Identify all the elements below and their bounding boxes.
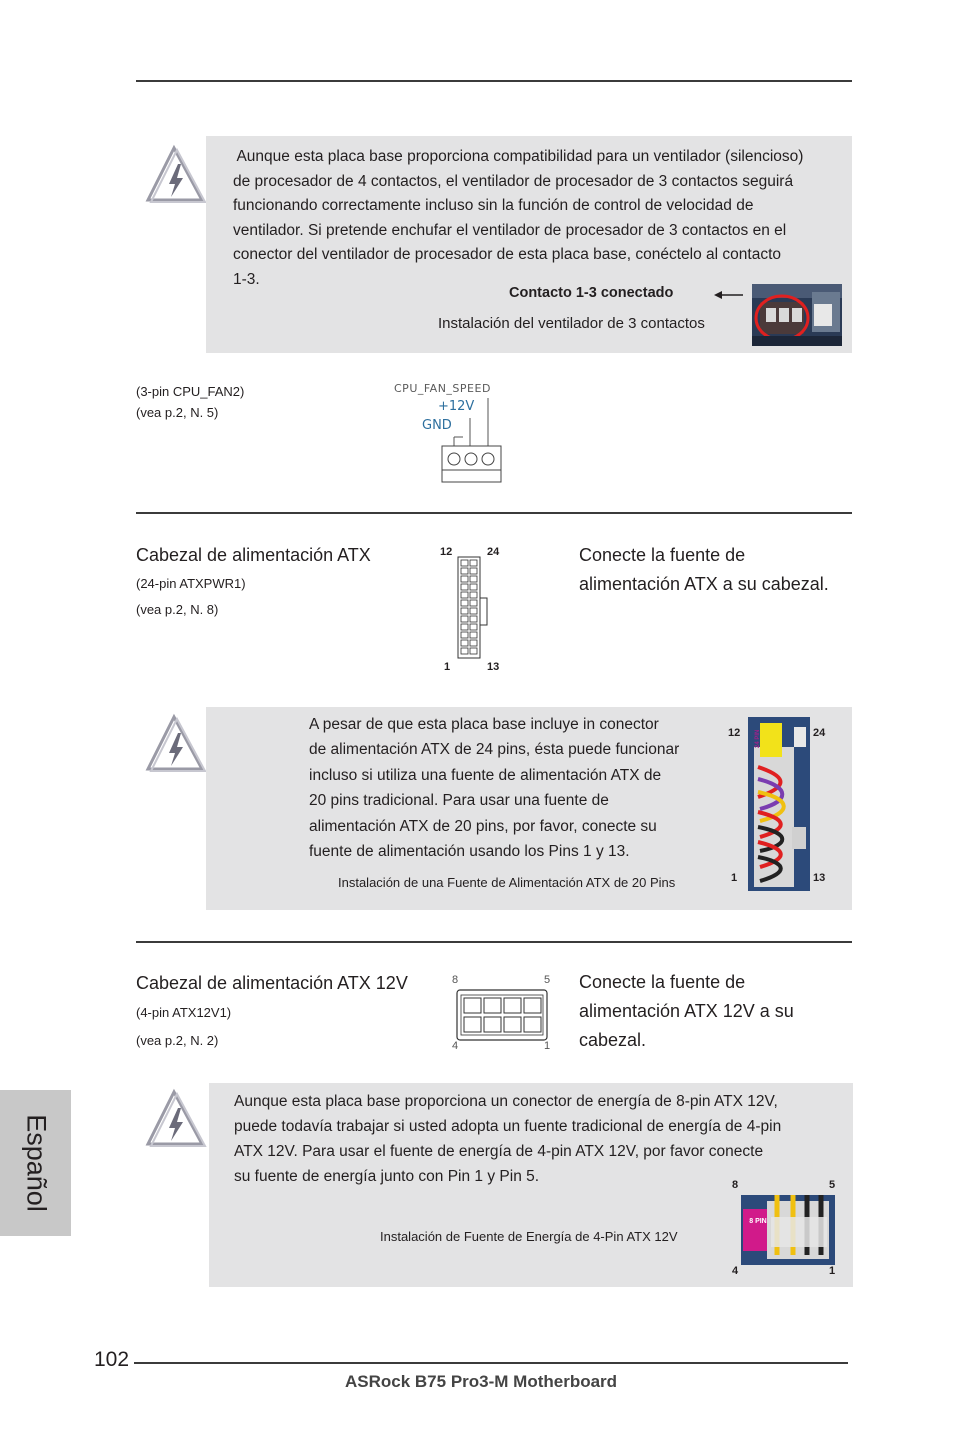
pin-5-label: 5 bbox=[544, 974, 551, 986]
cpu-fan2-pin-label: (3-pin CPU_FAN2) bbox=[136, 384, 245, 399]
atx12v-title: Cabezal de alimentación ATX 12V bbox=[136, 973, 408, 993]
atx-note-line: de alimentación ATX de 24 pins, ésta puede funcionar bbox=[309, 741, 680, 759]
atx24-pin bbox=[470, 624, 477, 630]
language-tab bbox=[0, 1090, 71, 1236]
atx12v-pin-diagram bbox=[447, 973, 557, 1055]
fan-note-line: de procesador de 4 contactos, el ventilador de procesador de 3 contactos seguirá bbox=[233, 172, 794, 190]
atx12v-note-line: Aunque esta placa base proporciona un conector de energía de 8-pin ATX 12V, bbox=[234, 1093, 778, 1110]
atx-desc-line: alimentación ATX a su cabezal. bbox=[579, 574, 829, 594]
atx12v-connector-graphic bbox=[447, 973, 557, 1055]
fan-note-line: Aunque esta placa base proporciona compatibilidad para un ventilador (silencioso) bbox=[233, 148, 804, 165]
atx-title: Cabezal de alimentación ATX bbox=[136, 545, 371, 565]
atx24-pin bbox=[461, 592, 468, 598]
section-rule bbox=[136, 512, 852, 514]
page-number: 102 bbox=[94, 1348, 130, 1371]
atx12v-desc-line: Conecte la fuente de bbox=[579, 972, 746, 992]
atx-pin-diagram bbox=[436, 543, 512, 676]
pin-1-label: 1 bbox=[444, 661, 451, 673]
atx-note-line: fuente de alimentación usando los Pins 1 y 13. bbox=[309, 843, 630, 861]
atx24-pin bbox=[461, 600, 468, 606]
warning-icon bbox=[144, 713, 208, 775]
atx-note-line: incluso si utiliza una fuente de alimentación ATX de bbox=[309, 766, 662, 784]
pin-8-label: 8 bbox=[452, 974, 459, 986]
fan-connector-photo bbox=[752, 284, 842, 346]
atx24-pin bbox=[461, 608, 468, 614]
photo-pin-5-label: 5 bbox=[829, 1179, 836, 1191]
atx12v-note-text bbox=[234, 1089, 846, 1189]
atx24-pin bbox=[470, 632, 477, 638]
atx-photo-label: 24 PIN bbox=[755, 729, 761, 748]
warning-icon bbox=[144, 144, 208, 206]
fan-caption: Instalación del ventilador de 3 contactos bbox=[438, 315, 705, 332]
atx-ref: (vea p.2, N. 8) bbox=[136, 602, 219, 617]
fan-gnd-label: GND bbox=[422, 418, 452, 433]
fan-note-line: ventilador. Si pretende enchufar el ventilador de procesador de 3 contactos en el bbox=[233, 221, 787, 239]
fan-note-line: conector del ventilador de procesador de esta placa base, conéctelo al contacto bbox=[233, 246, 782, 264]
atx12v-photo-label: 8 PIN bbox=[749, 1218, 767, 1225]
atx12v-pin-label: (4-pin ATX12V1) bbox=[136, 1005, 232, 1020]
atx12v-photo bbox=[741, 1195, 835, 1265]
atx12v-note-caption: Instalación de Fuente de Energía de 4-Pin ATX 12V bbox=[380, 1229, 678, 1244]
fan-callout: Contacto 1-3 conectado bbox=[509, 285, 674, 301]
atx-note-caption: Instalación de una Fuente de Alimentación ATX de 20 Pins bbox=[338, 875, 676, 890]
atx-note-line: alimentación ATX de 20 pins, por favor, conecte su bbox=[309, 817, 657, 835]
atx24-pin bbox=[470, 608, 477, 614]
atx24-pin bbox=[461, 560, 468, 566]
fan-header-graphic bbox=[392, 380, 504, 484]
atx-pin-label: (24-pin ATXPWR1) bbox=[136, 576, 246, 591]
pin-1-label: 1 bbox=[544, 1040, 551, 1052]
atx24-pin bbox=[470, 568, 477, 574]
footer-title: ASRock B75 Pro3-M Motherboard bbox=[345, 1372, 618, 1391]
language-tab-label: Español bbox=[21, 1114, 51, 1212]
photo-pin-8-label: 8 bbox=[732, 1179, 739, 1191]
top-rule bbox=[136, 80, 852, 82]
atx24-pin bbox=[470, 584, 477, 590]
atx24-pin bbox=[470, 576, 477, 582]
pin-4-label: 4 bbox=[452, 1040, 459, 1052]
atx-note-text bbox=[309, 712, 719, 864]
fan-12v-label: +12V bbox=[438, 399, 475, 414]
atx24-pin bbox=[461, 576, 468, 582]
arrow-left-icon bbox=[714, 288, 744, 302]
atx12v-description bbox=[579, 968, 794, 1055]
photo-pin-4-label: 4 bbox=[732, 1265, 739, 1277]
photo-pin-13-label: 13 bbox=[813, 872, 826, 884]
fan-note-line: funcionando correctamente incluso sin la función de control de velocidad de bbox=[233, 197, 754, 215]
photo-pin-1-label: 1 bbox=[731, 872, 738, 884]
cpu-fan2-ref: (vea p.2, N. 5) bbox=[136, 405, 219, 420]
photo-pin-12-label: 12 bbox=[728, 727, 741, 739]
atx24-pin bbox=[470, 648, 477, 654]
atx12v-note-line: ATX 12V. Para usar el fuente de energía de 4-pin ATX 12V, por favor conecte bbox=[234, 1143, 764, 1160]
photo-pin-1-label: 1 bbox=[829, 1265, 836, 1277]
atx24-pin bbox=[470, 592, 477, 598]
atx-note-line: 20 pins tradicional. Para usar una fuente de bbox=[309, 792, 609, 810]
atx12v-desc-line: alimentación ATX 12V a su bbox=[579, 1001, 794, 1021]
atx24-pin bbox=[461, 616, 468, 622]
atx24-connector-graphic bbox=[436, 543, 512, 676]
atx12v-desc-line: cabezal. bbox=[579, 1030, 647, 1050]
atx24-pin bbox=[461, 632, 468, 638]
atx24-pin bbox=[461, 640, 468, 646]
section-rule bbox=[136, 941, 852, 943]
fan-speed-label: CPU_FAN_SPEED bbox=[394, 382, 491, 395]
atx-description bbox=[579, 541, 829, 599]
atx-desc-line: Conecte la fuente de bbox=[579, 545, 746, 565]
warning-icon bbox=[144, 1088, 208, 1150]
atx24-pin bbox=[461, 584, 468, 590]
pin-13-label: 13 bbox=[487, 661, 500, 673]
atx24-pin bbox=[470, 640, 477, 646]
atx24-pin bbox=[461, 568, 468, 574]
atx24-pin bbox=[461, 648, 468, 654]
atx24-pin bbox=[461, 624, 468, 630]
atx24-pin bbox=[470, 616, 477, 622]
pin-24-label: 24 bbox=[487, 546, 500, 558]
atx-note-line: A pesar de que esta placa base incluye in conector bbox=[309, 716, 659, 733]
atx12v-note-line: su fuente de energía junto con Pin 1 y Pin 5. bbox=[234, 1168, 540, 1185]
fan-note-text bbox=[233, 145, 853, 293]
pin-12-label: 12 bbox=[440, 546, 453, 558]
atx12v-ref: (vea p.2, N. 2) bbox=[136, 1033, 219, 1048]
atx24-pin bbox=[470, 600, 477, 606]
photo-pin-24-label: 24 bbox=[813, 727, 826, 739]
fan-note-line: 1-3. bbox=[233, 270, 260, 288]
footer-rule bbox=[134, 1362, 848, 1364]
atx12v-note-line: puede todavía trabajar si usted adopta un fuente tradicional de energía de 4-pin bbox=[234, 1118, 782, 1135]
cpu-fan2-diagram bbox=[392, 380, 504, 484]
atx24-pin bbox=[470, 560, 477, 566]
